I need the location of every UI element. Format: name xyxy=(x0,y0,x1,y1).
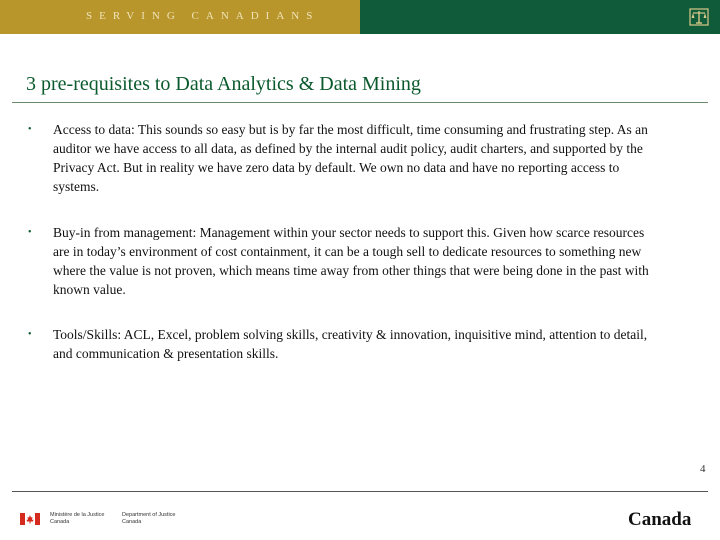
page-number: 4 xyxy=(700,463,706,475)
canada-wordmark: Canada xyxy=(628,509,692,530)
signature-fr-line1: Ministère de la Justice xyxy=(50,512,105,518)
justice-scales-icon xyxy=(689,8,709,26)
signature-fr-line2: Canada xyxy=(50,519,70,525)
signature-en-line1: Department of Justice xyxy=(122,512,176,518)
signature-en-line2: Canada xyxy=(122,519,142,525)
bullet-text-tools-skills: Tools/Skills: ACL, Excel, problem solving skills, creativity & innovation, inquisitive mind, attention to detail, and communication & presentation skills. xyxy=(53,327,648,361)
banner-tagline: SERVING CANADIANS xyxy=(86,10,320,22)
footer-divider xyxy=(12,491,708,492)
bullet-marker: • xyxy=(28,124,32,135)
bullet-text-management-buy-in: Buy-in from management: Management within your sector needs to support this. Given how scarce resources are in today’s environment of cost containment, it can be a tough sell to dedicate resources to something new where the value is not proven, which means time away from other things that were being done in the past with known value. xyxy=(53,225,649,297)
slide-title: 3 pre-requisites to Data Analytics & Data Mining xyxy=(26,73,421,95)
title-divider xyxy=(12,102,708,103)
canada-flag-icon xyxy=(20,513,40,525)
header-banner-green xyxy=(360,0,720,34)
bullet-marker: • xyxy=(28,227,32,238)
bullet-marker: • xyxy=(28,329,32,340)
bullet-text-access-to-data: Access to data: This sounds so easy but is by far the most difficult, time consuming and frustrating step. As an auditor we have access to all data, as defined by the internal audit policy, audit charters, and supported by the Privacy Act. But in reality we have zero data by default. We own no data and have no reporting access to systems. xyxy=(53,122,648,194)
